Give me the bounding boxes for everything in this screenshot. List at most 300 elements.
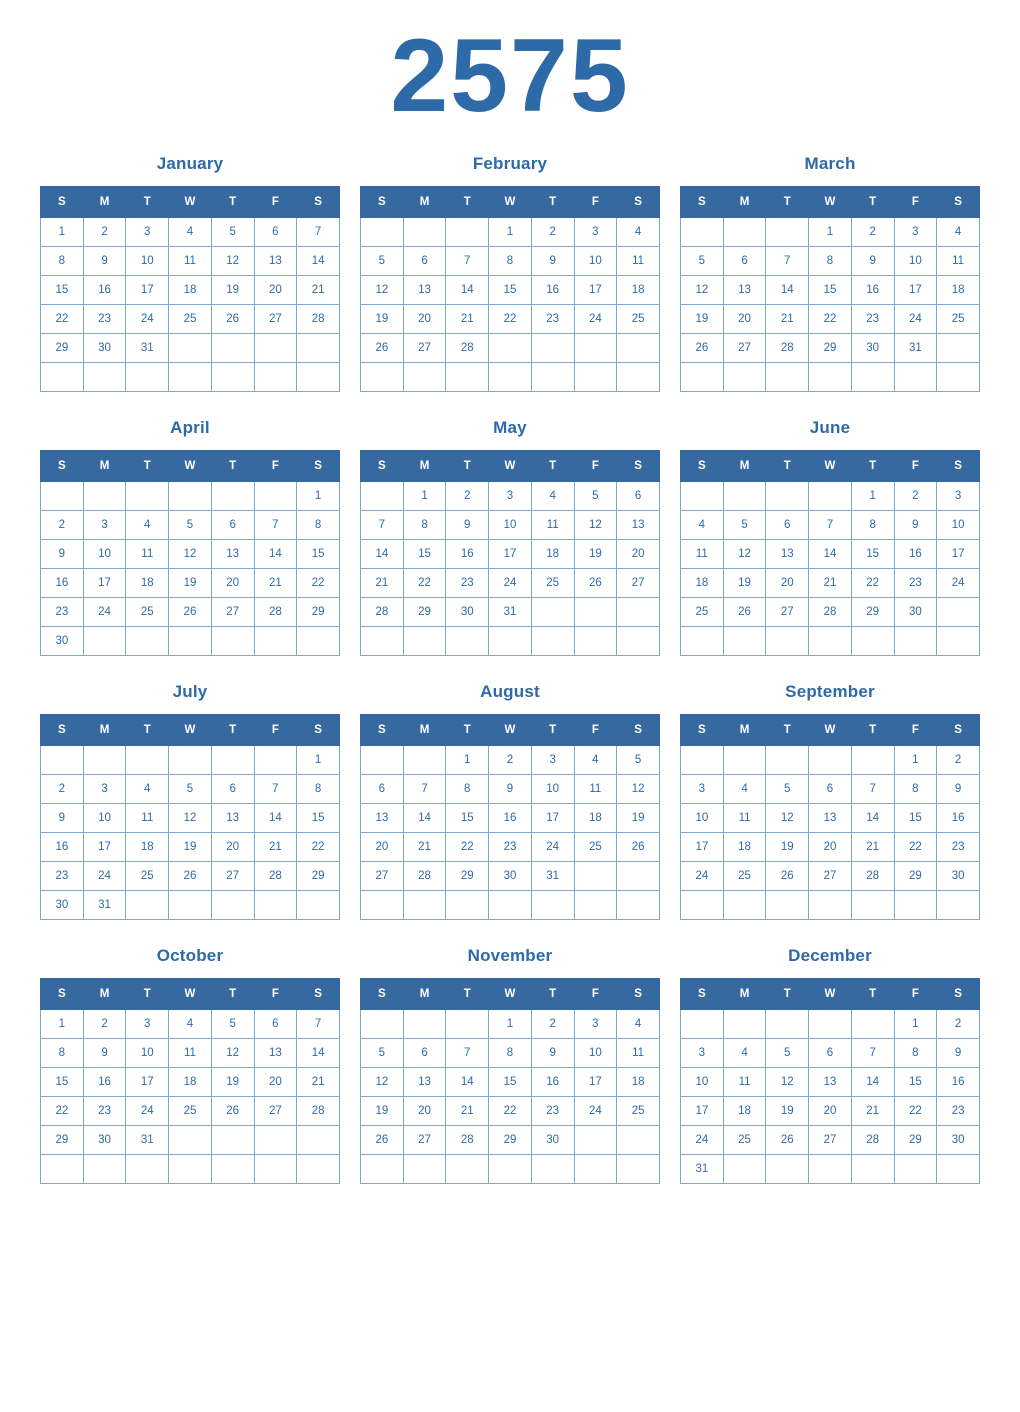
- day-cell[interactable]: 9: [489, 775, 532, 804]
- day-cell[interactable]: 18: [574, 804, 617, 833]
- day-cell[interactable]: 15: [851, 540, 894, 569]
- day-cell[interactable]: 29: [446, 862, 489, 891]
- day-cell[interactable]: 30: [41, 891, 84, 920]
- day-cell[interactable]: 4: [169, 218, 212, 247]
- day-cell[interactable]: 20: [403, 1097, 446, 1126]
- day-cell[interactable]: 10: [681, 804, 724, 833]
- day-cell[interactable]: 2: [937, 746, 980, 775]
- day-cell[interactable]: 5: [361, 247, 404, 276]
- day-cell[interactable]: 22: [403, 569, 446, 598]
- day-cell[interactable]: 25: [617, 1097, 660, 1126]
- day-cell[interactable]: 10: [574, 1039, 617, 1068]
- day-cell[interactable]: 25: [531, 569, 574, 598]
- day-cell[interactable]: 28: [361, 598, 404, 627]
- day-cell[interactable]: 2: [489, 746, 532, 775]
- day-cell[interactable]: 27: [361, 862, 404, 891]
- day-cell[interactable]: 9: [41, 540, 84, 569]
- day-cell[interactable]: 10: [574, 247, 617, 276]
- day-cell[interactable]: 16: [937, 804, 980, 833]
- day-cell[interactable]: 25: [574, 833, 617, 862]
- day-cell[interactable]: 28: [446, 334, 489, 363]
- day-cell[interactable]: 5: [211, 218, 254, 247]
- day-cell[interactable]: 21: [297, 276, 340, 305]
- day-cell[interactable]: 20: [211, 569, 254, 598]
- day-cell[interactable]: 10: [681, 1068, 724, 1097]
- day-cell[interactable]: 23: [41, 598, 84, 627]
- day-cell[interactable]: 25: [169, 1097, 212, 1126]
- day-cell[interactable]: 5: [617, 746, 660, 775]
- day-cell[interactable]: 27: [403, 1126, 446, 1155]
- day-cell[interactable]: 25: [169, 305, 212, 334]
- day-cell[interactable]: 25: [937, 305, 980, 334]
- day-cell[interactable]: 14: [297, 247, 340, 276]
- day-cell[interactable]: 9: [446, 511, 489, 540]
- day-cell[interactable]: 22: [41, 305, 84, 334]
- day-cell[interactable]: 4: [937, 218, 980, 247]
- day-cell[interactable]: 1: [894, 746, 937, 775]
- day-cell[interactable]: 29: [894, 862, 937, 891]
- day-cell[interactable]: 9: [531, 1039, 574, 1068]
- day-cell[interactable]: 26: [361, 1126, 404, 1155]
- day-cell[interactable]: 24: [681, 1126, 724, 1155]
- day-cell[interactable]: 30: [937, 1126, 980, 1155]
- day-cell[interactable]: 10: [126, 1039, 169, 1068]
- day-cell[interactable]: 16: [446, 540, 489, 569]
- day-cell[interactable]: 7: [403, 775, 446, 804]
- day-cell[interactable]: 18: [723, 1097, 766, 1126]
- day-cell[interactable]: 9: [894, 511, 937, 540]
- day-cell[interactable]: 3: [574, 218, 617, 247]
- day-cell[interactable]: 16: [894, 540, 937, 569]
- day-cell[interactable]: 23: [851, 305, 894, 334]
- day-cell[interactable]: 22: [894, 1097, 937, 1126]
- day-cell[interactable]: 8: [489, 1039, 532, 1068]
- day-cell[interactable]: 2: [446, 482, 489, 511]
- day-cell[interactable]: 6: [403, 247, 446, 276]
- day-cell[interactable]: 17: [937, 540, 980, 569]
- day-cell[interactable]: 11: [723, 1068, 766, 1097]
- day-cell[interactable]: 31: [489, 598, 532, 627]
- day-cell[interactable]: 28: [851, 862, 894, 891]
- day-cell[interactable]: 30: [851, 334, 894, 363]
- day-cell[interactable]: 19: [211, 1068, 254, 1097]
- day-cell[interactable]: 19: [211, 276, 254, 305]
- day-cell[interactable]: 22: [446, 833, 489, 862]
- day-cell[interactable]: 5: [681, 247, 724, 276]
- day-cell[interactable]: 2: [41, 775, 84, 804]
- day-cell[interactable]: 21: [446, 1097, 489, 1126]
- day-cell[interactable]: 27: [403, 334, 446, 363]
- day-cell[interactable]: 21: [361, 569, 404, 598]
- day-cell[interactable]: 9: [937, 1039, 980, 1068]
- day-cell[interactable]: 8: [894, 1039, 937, 1068]
- day-cell[interactable]: 2: [894, 482, 937, 511]
- day-cell[interactable]: 6: [723, 247, 766, 276]
- day-cell[interactable]: 28: [297, 305, 340, 334]
- day-cell[interactable]: 1: [446, 746, 489, 775]
- day-cell[interactable]: 5: [361, 1039, 404, 1068]
- day-cell[interactable]: 12: [766, 804, 809, 833]
- day-cell[interactable]: 1: [41, 218, 84, 247]
- day-cell[interactable]: 3: [937, 482, 980, 511]
- day-cell[interactable]: 14: [851, 804, 894, 833]
- day-cell[interactable]: 8: [297, 511, 340, 540]
- day-cell[interactable]: 2: [937, 1010, 980, 1039]
- day-cell[interactable]: 20: [723, 305, 766, 334]
- day-cell[interactable]: 9: [937, 775, 980, 804]
- day-cell[interactable]: 20: [809, 833, 852, 862]
- day-cell[interactable]: 26: [361, 334, 404, 363]
- day-cell[interactable]: 18: [937, 276, 980, 305]
- day-cell[interactable]: 27: [254, 1097, 297, 1126]
- day-cell[interactable]: 9: [41, 804, 84, 833]
- day-cell[interactable]: 9: [531, 247, 574, 276]
- day-cell[interactable]: 25: [126, 862, 169, 891]
- day-cell[interactable]: 1: [851, 482, 894, 511]
- day-cell[interactable]: 20: [211, 833, 254, 862]
- day-cell[interactable]: 7: [851, 775, 894, 804]
- day-cell[interactable]: 13: [403, 1068, 446, 1097]
- day-cell[interactable]: 12: [681, 276, 724, 305]
- day-cell[interactable]: 7: [809, 511, 852, 540]
- day-cell[interactable]: 24: [531, 833, 574, 862]
- day-cell[interactable]: 7: [254, 511, 297, 540]
- day-cell[interactable]: 21: [403, 833, 446, 862]
- day-cell[interactable]: 8: [41, 247, 84, 276]
- day-cell[interactable]: 1: [41, 1010, 84, 1039]
- day-cell[interactable]: 24: [83, 862, 126, 891]
- day-cell[interactable]: 4: [169, 1010, 212, 1039]
- day-cell[interactable]: 26: [211, 1097, 254, 1126]
- day-cell[interactable]: 24: [574, 305, 617, 334]
- day-cell[interactable]: 24: [894, 305, 937, 334]
- day-cell[interactable]: 13: [403, 276, 446, 305]
- day-cell[interactable]: 28: [254, 862, 297, 891]
- day-cell[interactable]: 13: [809, 1068, 852, 1097]
- day-cell[interactable]: 11: [169, 1039, 212, 1068]
- day-cell[interactable]: 29: [41, 334, 84, 363]
- day-cell[interactable]: 11: [574, 775, 617, 804]
- day-cell[interactable]: 23: [446, 569, 489, 598]
- day-cell[interactable]: 27: [211, 598, 254, 627]
- day-cell[interactable]: 18: [169, 276, 212, 305]
- day-cell[interactable]: 2: [83, 218, 126, 247]
- day-cell[interactable]: 23: [83, 1097, 126, 1126]
- day-cell[interactable]: 17: [126, 1068, 169, 1097]
- day-cell[interactable]: 9: [83, 1039, 126, 1068]
- day-cell[interactable]: 26: [169, 598, 212, 627]
- day-cell[interactable]: 11: [617, 1039, 660, 1068]
- day-cell[interactable]: 21: [254, 833, 297, 862]
- day-cell[interactable]: 14: [297, 1039, 340, 1068]
- day-cell[interactable]: 1: [403, 482, 446, 511]
- day-cell[interactable]: 31: [126, 1126, 169, 1155]
- day-cell[interactable]: 30: [83, 1126, 126, 1155]
- day-cell[interactable]: 6: [766, 511, 809, 540]
- day-cell[interactable]: 1: [894, 1010, 937, 1039]
- day-cell[interactable]: 10: [531, 775, 574, 804]
- day-cell[interactable]: 9: [83, 247, 126, 276]
- day-cell[interactable]: 27: [766, 598, 809, 627]
- day-cell[interactable]: 3: [894, 218, 937, 247]
- day-cell[interactable]: 14: [254, 540, 297, 569]
- day-cell[interactable]: 16: [41, 569, 84, 598]
- day-cell[interactable]: 22: [41, 1097, 84, 1126]
- day-cell[interactable]: 24: [126, 305, 169, 334]
- day-cell[interactable]: 19: [723, 569, 766, 598]
- day-cell[interactable]: 14: [766, 276, 809, 305]
- day-cell[interactable]: 15: [894, 1068, 937, 1097]
- day-cell[interactable]: 22: [809, 305, 852, 334]
- day-cell[interactable]: 13: [254, 247, 297, 276]
- day-cell[interactable]: 2: [41, 511, 84, 540]
- day-cell[interactable]: 7: [361, 511, 404, 540]
- day-cell[interactable]: 12: [211, 1039, 254, 1068]
- day-cell[interactable]: 2: [83, 1010, 126, 1039]
- day-cell[interactable]: 19: [574, 540, 617, 569]
- day-cell[interactable]: 8: [489, 247, 532, 276]
- day-cell[interactable]: 22: [297, 569, 340, 598]
- day-cell[interactable]: 26: [766, 862, 809, 891]
- day-cell[interactable]: 28: [766, 334, 809, 363]
- day-cell[interactable]: 25: [723, 1126, 766, 1155]
- day-cell[interactable]: 30: [41, 627, 84, 656]
- day-cell[interactable]: 19: [766, 1097, 809, 1126]
- day-cell[interactable]: 31: [83, 891, 126, 920]
- day-cell[interactable]: 1: [489, 218, 532, 247]
- day-cell[interactable]: 17: [531, 804, 574, 833]
- day-cell[interactable]: 23: [83, 305, 126, 334]
- day-cell[interactable]: 5: [766, 775, 809, 804]
- day-cell[interactable]: 3: [83, 775, 126, 804]
- day-cell[interactable]: 6: [254, 218, 297, 247]
- day-cell[interactable]: 29: [297, 862, 340, 891]
- day-cell[interactable]: 12: [169, 540, 212, 569]
- day-cell[interactable]: 14: [446, 1068, 489, 1097]
- day-cell[interactable]: 26: [723, 598, 766, 627]
- day-cell[interactable]: 6: [403, 1039, 446, 1068]
- day-cell[interactable]: 11: [723, 804, 766, 833]
- day-cell[interactable]: 16: [83, 276, 126, 305]
- day-cell[interactable]: 3: [531, 746, 574, 775]
- day-cell[interactable]: 12: [361, 1068, 404, 1097]
- day-cell[interactable]: 27: [617, 569, 660, 598]
- day-cell[interactable]: 24: [937, 569, 980, 598]
- day-cell[interactable]: 23: [531, 1097, 574, 1126]
- day-cell[interactable]: 15: [41, 1068, 84, 1097]
- day-cell[interactable]: 26: [169, 862, 212, 891]
- day-cell[interactable]: 17: [574, 276, 617, 305]
- day-cell[interactable]: 5: [766, 1039, 809, 1068]
- day-cell[interactable]: 4: [681, 511, 724, 540]
- day-cell[interactable]: 29: [403, 598, 446, 627]
- day-cell[interactable]: 26: [574, 569, 617, 598]
- day-cell[interactable]: 13: [723, 276, 766, 305]
- day-cell[interactable]: 5: [169, 511, 212, 540]
- day-cell[interactable]: 5: [723, 511, 766, 540]
- day-cell[interactable]: 21: [851, 833, 894, 862]
- day-cell[interactable]: 8: [297, 775, 340, 804]
- day-cell[interactable]: 6: [809, 1039, 852, 1068]
- day-cell[interactable]: 13: [211, 540, 254, 569]
- day-cell[interactable]: 4: [126, 775, 169, 804]
- day-cell[interactable]: 15: [489, 1068, 532, 1097]
- day-cell[interactable]: 30: [894, 598, 937, 627]
- day-cell[interactable]: 24: [574, 1097, 617, 1126]
- day-cell[interactable]: 3: [574, 1010, 617, 1039]
- day-cell[interactable]: 15: [297, 804, 340, 833]
- day-cell[interactable]: 5: [169, 775, 212, 804]
- day-cell[interactable]: 29: [489, 1126, 532, 1155]
- day-cell[interactable]: 22: [489, 1097, 532, 1126]
- day-cell[interactable]: 15: [446, 804, 489, 833]
- day-cell[interactable]: 8: [41, 1039, 84, 1068]
- day-cell[interactable]: 25: [617, 305, 660, 334]
- day-cell[interactable]: 24: [83, 598, 126, 627]
- day-cell[interactable]: 20: [254, 276, 297, 305]
- day-cell[interactable]: 23: [937, 1097, 980, 1126]
- day-cell[interactable]: 1: [809, 218, 852, 247]
- day-cell[interactable]: 19: [169, 833, 212, 862]
- day-cell[interactable]: 13: [254, 1039, 297, 1068]
- day-cell[interactable]: 12: [723, 540, 766, 569]
- day-cell[interactable]: 2: [851, 218, 894, 247]
- day-cell[interactable]: 7: [446, 247, 489, 276]
- day-cell[interactable]: 17: [83, 569, 126, 598]
- day-cell[interactable]: 30: [937, 862, 980, 891]
- day-cell[interactable]: 7: [766, 247, 809, 276]
- day-cell[interactable]: 14: [851, 1068, 894, 1097]
- day-cell[interactable]: 1: [297, 746, 340, 775]
- day-cell[interactable]: 17: [894, 276, 937, 305]
- day-cell[interactable]: 23: [937, 833, 980, 862]
- day-cell[interactable]: 8: [809, 247, 852, 276]
- day-cell[interactable]: 6: [617, 482, 660, 511]
- day-cell[interactable]: 4: [617, 218, 660, 247]
- day-cell[interactable]: 1: [489, 1010, 532, 1039]
- day-cell[interactable]: 22: [489, 305, 532, 334]
- day-cell[interactable]: 17: [681, 833, 724, 862]
- day-cell[interactable]: 29: [41, 1126, 84, 1155]
- day-cell[interactable]: 28: [403, 862, 446, 891]
- day-cell[interactable]: 16: [489, 804, 532, 833]
- day-cell[interactable]: 6: [211, 511, 254, 540]
- day-cell[interactable]: 18: [126, 833, 169, 862]
- day-cell[interactable]: 12: [169, 804, 212, 833]
- day-cell[interactable]: 14: [809, 540, 852, 569]
- day-cell[interactable]: 21: [254, 569, 297, 598]
- day-cell[interactable]: 13: [766, 540, 809, 569]
- day-cell[interactable]: 10: [894, 247, 937, 276]
- day-cell[interactable]: 27: [211, 862, 254, 891]
- day-cell[interactable]: 3: [83, 511, 126, 540]
- day-cell[interactable]: 12: [211, 247, 254, 276]
- day-cell[interactable]: 21: [766, 305, 809, 334]
- day-cell[interactable]: 13: [617, 511, 660, 540]
- day-cell[interactable]: 7: [254, 775, 297, 804]
- day-cell[interactable]: 13: [211, 804, 254, 833]
- day-cell[interactable]: 30: [489, 862, 532, 891]
- day-cell[interactable]: 22: [894, 833, 937, 862]
- day-cell[interactable]: 19: [361, 305, 404, 334]
- day-cell[interactable]: 7: [297, 218, 340, 247]
- day-cell[interactable]: 25: [723, 862, 766, 891]
- day-cell[interactable]: 19: [361, 1097, 404, 1126]
- day-cell[interactable]: 31: [126, 334, 169, 363]
- day-cell[interactable]: 24: [681, 862, 724, 891]
- day-cell[interactable]: 11: [531, 511, 574, 540]
- day-cell[interactable]: 10: [83, 540, 126, 569]
- day-cell[interactable]: 17: [681, 1097, 724, 1126]
- day-cell[interactable]: 9: [851, 247, 894, 276]
- day-cell[interactable]: 18: [617, 1068, 660, 1097]
- day-cell[interactable]: 20: [403, 305, 446, 334]
- day-cell[interactable]: 27: [809, 862, 852, 891]
- day-cell[interactable]: 3: [489, 482, 532, 511]
- day-cell[interactable]: 4: [617, 1010, 660, 1039]
- day-cell[interactable]: 18: [681, 569, 724, 598]
- day-cell[interactable]: 10: [937, 511, 980, 540]
- day-cell[interactable]: 26: [617, 833, 660, 862]
- day-cell[interactable]: 4: [723, 775, 766, 804]
- day-cell[interactable]: 26: [211, 305, 254, 334]
- day-cell[interactable]: 29: [894, 1126, 937, 1155]
- day-cell[interactable]: 19: [617, 804, 660, 833]
- day-cell[interactable]: 21: [809, 569, 852, 598]
- day-cell[interactable]: 29: [297, 598, 340, 627]
- day-cell[interactable]: 23: [531, 305, 574, 334]
- day-cell[interactable]: 3: [681, 775, 724, 804]
- day-cell[interactable]: 20: [617, 540, 660, 569]
- day-cell[interactable]: 28: [809, 598, 852, 627]
- day-cell[interactable]: 10: [489, 511, 532, 540]
- day-cell[interactable]: 7: [297, 1010, 340, 1039]
- day-cell[interactable]: 17: [489, 540, 532, 569]
- day-cell[interactable]: 23: [41, 862, 84, 891]
- day-cell[interactable]: 19: [766, 833, 809, 862]
- day-cell[interactable]: 16: [41, 833, 84, 862]
- day-cell[interactable]: 3: [126, 1010, 169, 1039]
- day-cell[interactable]: 3: [126, 218, 169, 247]
- day-cell[interactable]: 30: [531, 1126, 574, 1155]
- day-cell[interactable]: 15: [809, 276, 852, 305]
- day-cell[interactable]: 16: [531, 276, 574, 305]
- day-cell[interactable]: 29: [851, 598, 894, 627]
- day-cell[interactable]: 11: [681, 540, 724, 569]
- day-cell[interactable]: 7: [851, 1039, 894, 1068]
- day-cell[interactable]: 22: [297, 833, 340, 862]
- day-cell[interactable]: 27: [809, 1126, 852, 1155]
- day-cell[interactable]: 15: [489, 276, 532, 305]
- day-cell[interactable]: 27: [254, 305, 297, 334]
- day-cell[interactable]: 15: [403, 540, 446, 569]
- day-cell[interactable]: 6: [211, 775, 254, 804]
- day-cell[interactable]: 27: [723, 334, 766, 363]
- day-cell[interactable]: 18: [531, 540, 574, 569]
- day-cell[interactable]: 11: [169, 247, 212, 276]
- day-cell[interactable]: 11: [126, 804, 169, 833]
- day-cell[interactable]: 20: [809, 1097, 852, 1126]
- day-cell[interactable]: 11: [937, 247, 980, 276]
- day-cell[interactable]: 18: [169, 1068, 212, 1097]
- day-cell[interactable]: 25: [126, 598, 169, 627]
- day-cell[interactable]: 20: [361, 833, 404, 862]
- day-cell[interactable]: 16: [83, 1068, 126, 1097]
- day-cell[interactable]: 26: [681, 334, 724, 363]
- day-cell[interactable]: 10: [83, 804, 126, 833]
- day-cell[interactable]: 12: [574, 511, 617, 540]
- day-cell[interactable]: 15: [297, 540, 340, 569]
